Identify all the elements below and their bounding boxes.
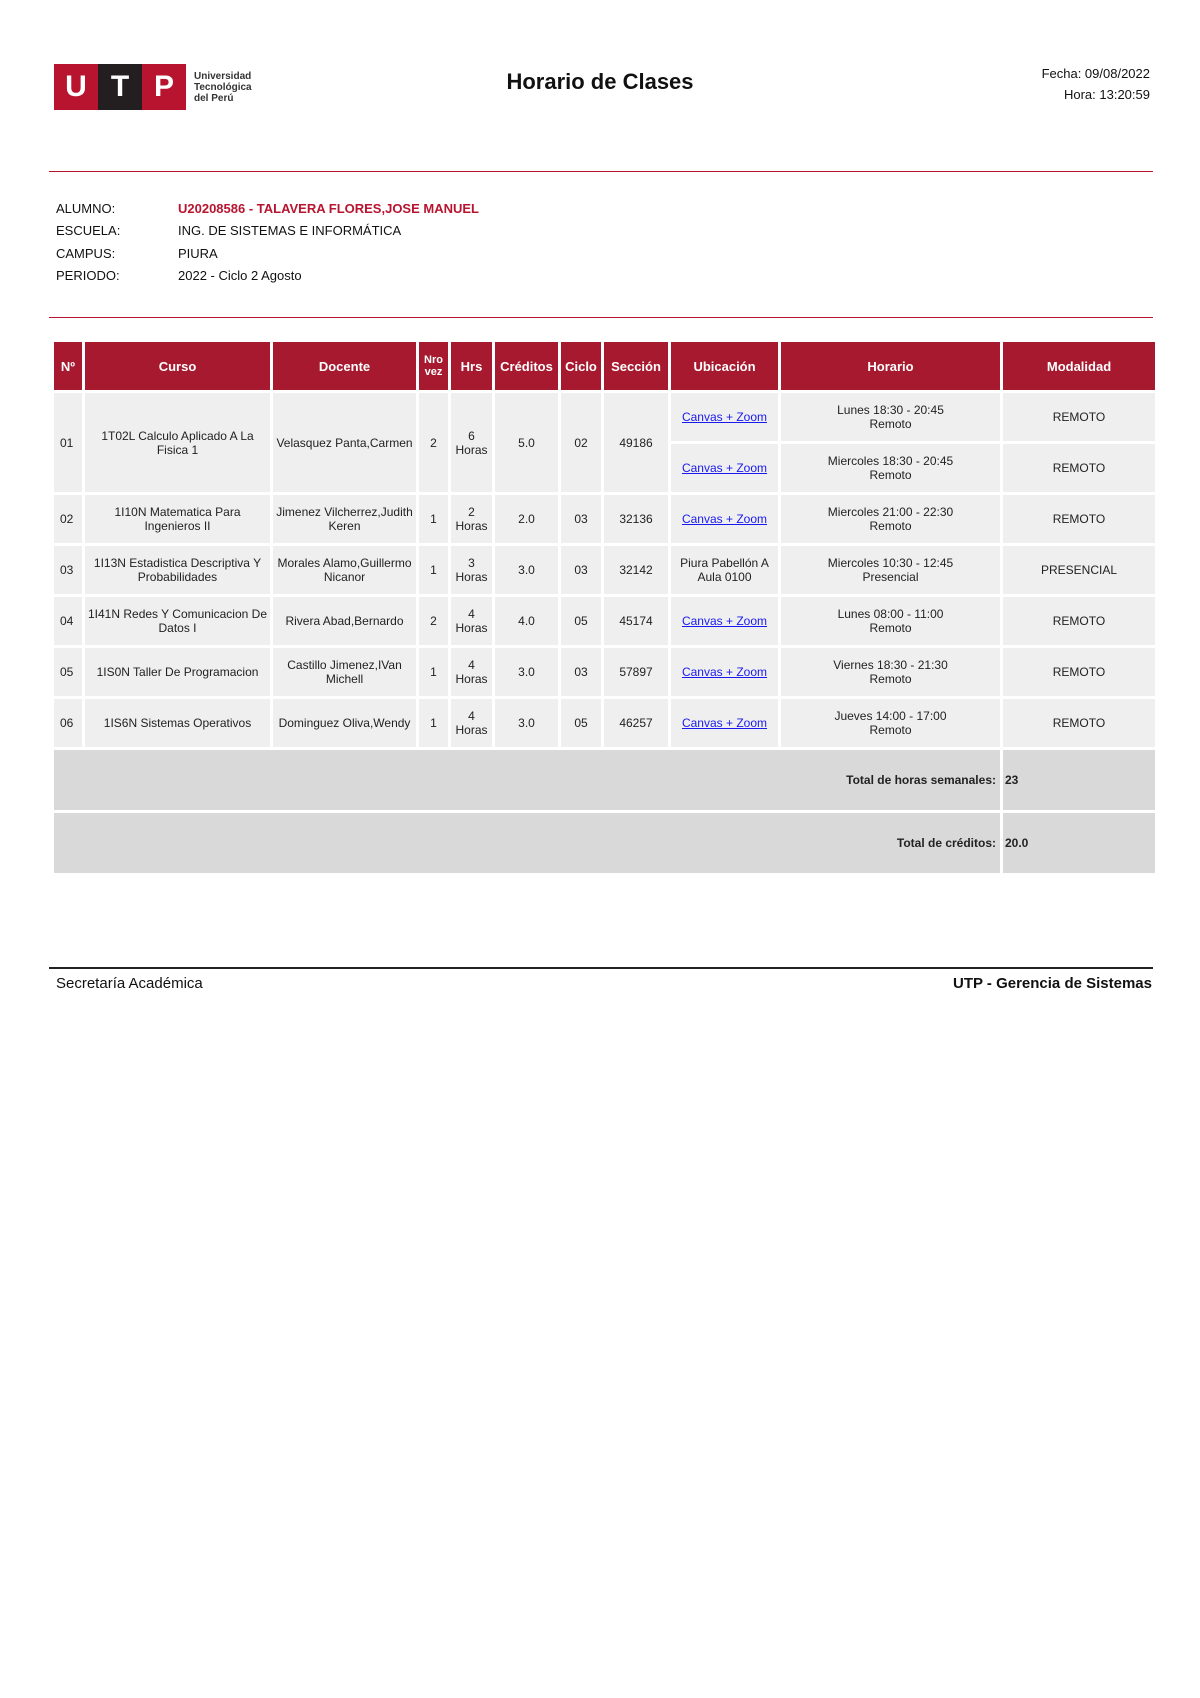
col-header-ubicacion: Ubicación bbox=[671, 342, 778, 390]
campus-value: PIURA bbox=[178, 245, 218, 261]
hora: Hora: 13:20:59 bbox=[1063, 87, 1150, 102]
cell-horario bbox=[781, 546, 1000, 594]
logo-line-2: Tecnológica bbox=[194, 81, 252, 93]
horario-time: Lunes 08:00 - 11:00 bbox=[837, 607, 944, 621]
cell-n: 05 bbox=[54, 648, 82, 696]
cell-creditos: 3.0 bbox=[495, 648, 558, 696]
cell-modalidad: REMOTO bbox=[1003, 648, 1155, 696]
cell-hrs: 6 Horas bbox=[451, 393, 492, 492]
cell-curso: 1IS0N Taller De Programacion bbox=[85, 648, 270, 696]
date-box bbox=[1042, 63, 1150, 105]
cell-seccion: 46257 bbox=[604, 699, 668, 747]
cell-horario bbox=[781, 495, 1000, 543]
total-credits-value: 20.0 bbox=[1003, 813, 1155, 873]
cell-hrs: 4 Horas bbox=[451, 648, 492, 696]
table-row bbox=[54, 495, 1155, 543]
canvas-zoom-link[interactable]: Canvas + Zoom bbox=[681, 716, 768, 730]
col-header-creditos: Créditos bbox=[495, 342, 558, 390]
col-header-horario: Horario bbox=[781, 342, 1000, 390]
col-header-hrs: Hrs bbox=[451, 342, 492, 390]
periodo-label: PERIODO: bbox=[56, 268, 120, 284]
canvas-zoom-link[interactable]: Canvas + Zoom bbox=[681, 614, 768, 628]
total-hours-label: Total de horas semanales: bbox=[54, 750, 1000, 810]
info-row-alumno bbox=[56, 197, 479, 220]
col-header-ciclo: Ciclo bbox=[561, 342, 601, 390]
total-credits-row bbox=[54, 813, 1155, 873]
total-credits-label: Total de créditos: bbox=[54, 813, 1000, 873]
footer-gerencia: UTP - Gerencia de Sistemas bbox=[953, 975, 1152, 992]
cell-ciclo: 03 bbox=[561, 648, 601, 696]
cell-horario bbox=[781, 444, 1000, 492]
fecha: Fecha: 09/08/2022 bbox=[1041, 66, 1150, 81]
student-info bbox=[56, 197, 479, 287]
horario-tipo: Remoto bbox=[869, 723, 912, 737]
canvas-zoom-link[interactable]: Canvas + Zoom bbox=[681, 665, 768, 679]
cell-docente: Morales Alamo,Guillermo Nicanor bbox=[273, 546, 416, 594]
cell-n: 06 bbox=[54, 699, 82, 747]
logo-letter-u: U bbox=[54, 64, 98, 110]
cell-docente: Dominguez Oliva,Wendy bbox=[273, 699, 416, 747]
cell-hrs: 4 Horas bbox=[451, 597, 492, 645]
canvas-zoom-link[interactable]: Canvas + Zoom bbox=[681, 461, 768, 475]
horario-time: Jueves 14:00 - 17:00 bbox=[834, 709, 947, 723]
cell-creditos: 3.0 bbox=[495, 546, 558, 594]
total-hours-row bbox=[54, 750, 1155, 810]
cell-ubicacion bbox=[671, 495, 778, 543]
logo-line-3: del Perú bbox=[194, 92, 234, 104]
col-header-n: Nº bbox=[54, 342, 82, 390]
campus-label: CAMPUS: bbox=[56, 245, 116, 261]
cell-horario bbox=[781, 699, 1000, 747]
cell-ubicacion bbox=[671, 393, 778, 441]
cell-modalidad: REMOTO bbox=[1003, 597, 1155, 645]
cell-seccion: 45174 bbox=[604, 597, 668, 645]
cell-n: 04 bbox=[54, 597, 82, 645]
cell-modalidad: REMOTO bbox=[1003, 393, 1155, 441]
table-row bbox=[54, 699, 1155, 747]
cell-hrs: 2 Horas bbox=[451, 495, 492, 543]
schedule-table bbox=[51, 339, 1158, 876]
cell-ubicacion: Piura Pabellón A Aula 0100 bbox=[671, 546, 778, 594]
cell-ubicacion bbox=[671, 597, 778, 645]
cell-horario bbox=[781, 393, 1000, 441]
horario-tipo: Remoto bbox=[869, 417, 912, 431]
horario-time: Miercoles 21:00 - 22:30 bbox=[827, 505, 954, 519]
cell-seccion: 32142 bbox=[604, 546, 668, 594]
cell-seccion: 57897 bbox=[604, 648, 668, 696]
total-hours-value: 23 bbox=[1003, 750, 1155, 810]
horario-tipo: Remoto bbox=[869, 519, 912, 533]
cell-creditos: 5.0 bbox=[495, 393, 558, 492]
cell-docente: Castillo Jimenez,IVan Michell bbox=[273, 648, 416, 696]
cell-ciclo: 02 bbox=[561, 393, 601, 492]
cell-curso: 1T02L Calculo Aplicado A La Fisica 1 bbox=[85, 393, 270, 492]
info-row-periodo bbox=[56, 265, 479, 288]
cell-n: 02 bbox=[54, 495, 82, 543]
logo-line-1: Universidad bbox=[194, 70, 252, 82]
col-header-seccion: Sección bbox=[604, 342, 668, 390]
cell-vez: 2 bbox=[419, 597, 448, 645]
divider-top bbox=[49, 171, 1153, 172]
horario-time: Lunes 18:30 - 20:45 bbox=[837, 403, 944, 417]
info-row-campus bbox=[56, 242, 479, 265]
cell-horario bbox=[781, 648, 1000, 696]
cell-curso: 1I13N Estadistica Descriptiva Y Probabilidades bbox=[85, 546, 270, 594]
table-row bbox=[54, 597, 1155, 645]
col-header-modalidad: Modalidad bbox=[1003, 342, 1155, 390]
cell-curso: 1I10N Matematica Para Ingenieros II bbox=[85, 495, 270, 543]
escuela-label: ESCUELA: bbox=[56, 223, 121, 239]
cell-ubicacion bbox=[671, 648, 778, 696]
canvas-zoom-link[interactable]: Canvas + Zoom bbox=[681, 512, 768, 526]
escuela-value: ING. DE SISTEMAS E INFORMÁTICA bbox=[178, 223, 402, 239]
horario-tipo: Remoto bbox=[869, 468, 912, 482]
table-header-row bbox=[54, 342, 1155, 390]
info-row-escuela bbox=[56, 220, 479, 243]
horario-time: Miercoles 10:30 - 12:45 bbox=[827, 556, 954, 570]
horario-time: Viernes 18:30 - 21:30 bbox=[833, 658, 948, 672]
cell-ciclo: 03 bbox=[561, 495, 601, 543]
horario-time: Miercoles 18:30 - 20:45 bbox=[827, 454, 954, 468]
footer-secretaria: Secretaría Académica bbox=[56, 975, 203, 992]
cell-curso: 1IS6N Sistemas Operativos bbox=[85, 699, 270, 747]
col-header-nro-vez: Nro vez bbox=[419, 342, 448, 390]
logo-letter-p: P bbox=[142, 64, 186, 110]
canvas-zoom-link[interactable]: Canvas + Zoom bbox=[681, 410, 768, 424]
cell-modalidad: REMOTO bbox=[1003, 699, 1155, 747]
table-row bbox=[54, 546, 1155, 594]
cell-ubicacion bbox=[671, 444, 778, 492]
cell-docente: Velasquez Panta,Carmen bbox=[273, 393, 416, 492]
cell-seccion: 32136 bbox=[604, 495, 668, 543]
cell-creditos: 2.0 bbox=[495, 495, 558, 543]
horario-tipo: Remoto bbox=[869, 672, 912, 686]
cell-curso: 1I41N Redes Y Comunicacion De Datos I bbox=[85, 597, 270, 645]
cell-hrs: 4 Horas bbox=[451, 699, 492, 747]
alumno-label: ALUMNO: bbox=[56, 200, 116, 216]
cell-modalidad: REMOTO bbox=[1003, 495, 1155, 543]
table-row bbox=[54, 648, 1155, 696]
alumno-value: U20208586 - TALAVERA FLORES,JOSE MANUEL bbox=[178, 200, 479, 216]
page-title: Horario de Clases bbox=[506, 69, 694, 94]
cell-ciclo: 05 bbox=[561, 699, 601, 747]
divider-middle bbox=[49, 317, 1153, 318]
col-header-docente: Docente bbox=[273, 342, 416, 390]
horario-tipo: Presencial bbox=[862, 570, 919, 584]
cell-n: 03 bbox=[54, 546, 82, 594]
periodo-value: 2022 - Ciclo 2 Agosto bbox=[178, 268, 302, 284]
cell-vez: 1 bbox=[419, 495, 448, 543]
cell-creditos: 3.0 bbox=[495, 699, 558, 747]
cell-vez: 2 bbox=[419, 393, 448, 492]
col-header-curso: Curso bbox=[85, 342, 270, 390]
logo-letter-t: T bbox=[98, 64, 142, 110]
cell-ciclo: 03 bbox=[561, 546, 601, 594]
table-row bbox=[54, 393, 1155, 441]
cell-ubicacion bbox=[671, 699, 778, 747]
cell-hrs: 3 Horas bbox=[451, 546, 492, 594]
cell-modalidad: REMOTO bbox=[1003, 444, 1155, 492]
horario-tipo: Remoto bbox=[869, 621, 912, 635]
cell-modalidad: PRESENCIAL bbox=[1003, 546, 1155, 594]
cell-docente: Jimenez Vilcherrez,Judith Keren bbox=[273, 495, 416, 543]
cell-docente: Rivera Abad,Bernardo bbox=[273, 597, 416, 645]
cell-vez: 1 bbox=[419, 546, 448, 594]
footer-divider bbox=[49, 967, 1153, 969]
cell-vez: 1 bbox=[419, 699, 448, 747]
cell-n: 01 bbox=[54, 393, 82, 492]
cell-creditos: 4.0 bbox=[495, 597, 558, 645]
cell-ciclo: 05 bbox=[561, 597, 601, 645]
cell-vez: 1 bbox=[419, 648, 448, 696]
cell-horario bbox=[781, 597, 1000, 645]
cell-seccion: 49186 bbox=[604, 393, 668, 492]
